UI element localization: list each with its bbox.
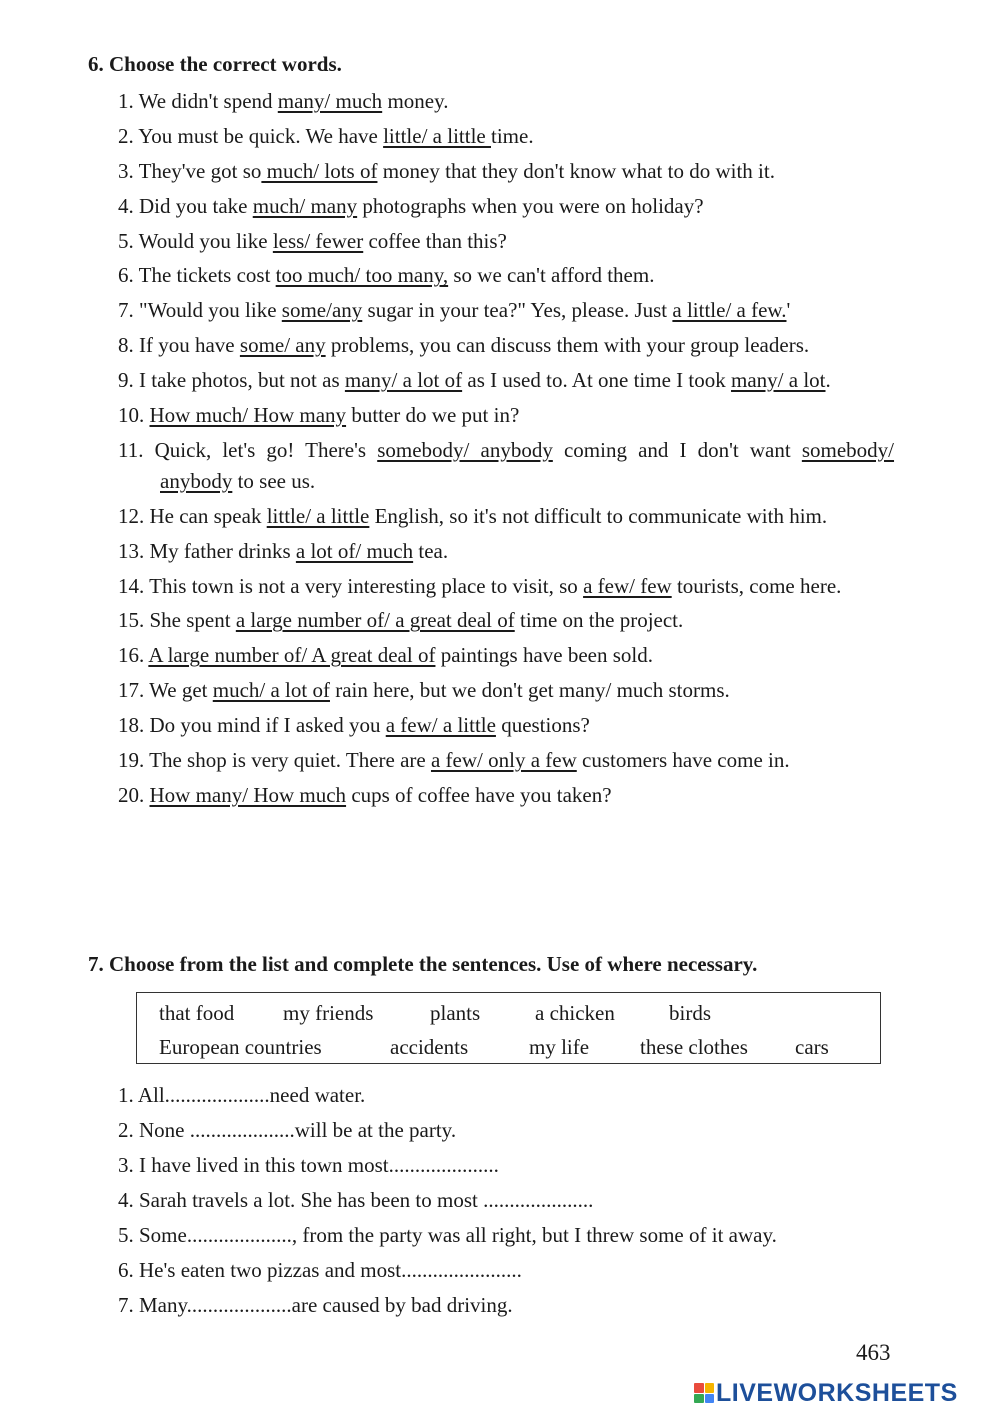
text-fragment: I take photos, but not as: [139, 368, 345, 393]
text-fragment: "Would you like: [139, 298, 282, 323]
text-fragment: My father drinks: [149, 538, 296, 563]
item-text: [150, 539, 449, 563]
text-fragment: Would you like: [138, 228, 273, 253]
item-text: [150, 608, 684, 632]
word-box-item: accidents: [390, 1035, 469, 1059]
word-choice: a few/ few: [583, 573, 672, 598]
text-fragment: as I used to. At one time I took: [462, 368, 732, 393]
item-text: [139, 194, 704, 218]
item-number: 9.: [118, 368, 134, 393]
item-number: 7.: [118, 298, 134, 323]
item-number: 1.: [118, 89, 134, 113]
exercise-6-item: [118, 780, 894, 811]
exercise-7-list: [118, 1080, 898, 1325]
item-number: 12.: [118, 503, 145, 528]
word-choice: A large number of/ A great deal of: [148, 643, 436, 668]
item-text: [139, 263, 655, 287]
text-fragment: coming and I don't want: [552, 437, 802, 462]
exercise-6-item: [118, 745, 894, 776]
exercise-6-item: [118, 435, 894, 497]
logo-mark-icon: [694, 1383, 714, 1403]
exercise-7-item: 2. None ....................will be at the party.: [118, 1118, 457, 1142]
item-text: [139, 298, 790, 322]
item-number: 11.: [118, 437, 144, 462]
liveworksheets-logo: [694, 1378, 958, 1408]
item-text: [139, 89, 449, 113]
text-fragment: rain here, but we don't get many/ much storms.: [329, 678, 730, 703]
text-fragment: butter do we put in?: [346, 403, 520, 428]
item-number: 5.: [118, 228, 134, 253]
word-choice: a lot of/ much: [295, 538, 414, 563]
word-choice: a large number of/ a great deal of: [235, 608, 515, 633]
item-text: [149, 678, 730, 702]
item-number: 14.: [118, 573, 145, 598]
item-number: 16.: [118, 643, 145, 668]
item-number: 3.: [118, 158, 134, 183]
item-text: [138, 124, 533, 148]
word-choice: many/ much: [277, 89, 383, 113]
item-number: 19.: [118, 748, 145, 773]
word-box-item: European countries: [159, 1035, 322, 1059]
exercise-7-item: 4. Sarah travels a lot. She has been to most .....................: [118, 1188, 594, 1212]
text-fragment: photographs when you were on holiday?: [357, 193, 704, 218]
text-fragment: coffee than this?: [363, 228, 507, 253]
logo-text: LIVEWORKSHEETS: [716, 1378, 958, 1407]
text-fragment: sugar in your tea?" Yes, please. Just: [362, 298, 673, 323]
item-number: 18.: [118, 713, 145, 738]
exercise-6-list: [118, 86, 894, 815]
exercise-6-item: [118, 605, 894, 636]
item-number: 10.: [118, 403, 145, 428]
item-number: 15.: [118, 608, 145, 633]
word-choice: How much/ How many: [149, 403, 347, 428]
text-fragment: so we can't afford them.: [448, 263, 655, 288]
item-number: 17.: [118, 678, 145, 703]
item-number: 20.: [118, 782, 145, 807]
word-choice: How many/ How much: [149, 782, 347, 807]
exercise-7-item: 7. Many....................are caused by bad driving.: [118, 1293, 513, 1317]
text-fragment: Did you take: [139, 193, 253, 218]
exercise-6-item: [118, 156, 894, 187]
word-choice: much/ lots of: [261, 158, 378, 183]
word-choice: little/ a little: [266, 503, 370, 528]
text-fragment: ': [786, 298, 791, 323]
exercise-6-item: [118, 536, 894, 567]
word-box-item: a chicken: [535, 1001, 615, 1025]
item-text: [139, 333, 809, 357]
text-fragment: He can speak: [149, 503, 267, 528]
text-fragment: cups of coffee have you taken?: [346, 782, 612, 807]
text-fragment: problems, you can discuss them with your group leaders.: [325, 333, 810, 358]
text-fragment: Do you mind if I asked you: [149, 713, 386, 738]
word-choice: little/ a little: [383, 123, 491, 148]
exercise-6-item: [118, 260, 894, 291]
exercise-6-item: [118, 501, 894, 532]
exercise-7-item: 3. I have lived in this town most.....................: [118, 1153, 499, 1177]
item-text: [139, 368, 831, 392]
text-fragment: questions?: [495, 713, 590, 738]
word-choice: less/ fewer: [272, 228, 364, 253]
exercise-6-item: [118, 675, 894, 706]
text-fragment: time on the project.: [514, 608, 684, 633]
exercise-6-item: [118, 295, 894, 326]
text-fragment: If you have: [139, 333, 240, 358]
exercise-7-heading: 7. Choose from the list and complete the sentences. Use of where necessary.: [88, 952, 758, 976]
text-fragment: tea.: [413, 538, 449, 563]
word-choice: somebody/ anybody: [160, 437, 895, 493]
text-fragment: She spent: [149, 608, 236, 633]
text-fragment: You must be quick. We have: [138, 123, 384, 148]
exercise-6-item: [118, 86, 894, 117]
text-fragment: We get: [149, 678, 213, 703]
word-box-item: plants: [430, 1001, 481, 1025]
item-text: [150, 713, 590, 737]
word-choice: many/ a lot: [731, 368, 826, 393]
text-fragment: This town is not a very interesting place to visit, so: [149, 573, 584, 598]
text-fragment: English, so it's not difficult to communicate with him.: [369, 503, 828, 528]
item-number: 2.: [118, 123, 134, 148]
text-fragment: .: [825, 368, 831, 393]
item-text: [150, 504, 828, 528]
exercise-6-item: [118, 710, 894, 741]
word-choice: too much/ too many,: [275, 263, 449, 288]
exercise-6-item: [118, 400, 894, 431]
text-fragment: The shop is very quiet. There are: [149, 748, 431, 773]
item-text: [149, 574, 841, 598]
text-fragment: customers have come in.: [576, 748, 790, 773]
item-number: 4.: [118, 193, 134, 218]
exercise-6-item: [118, 191, 894, 222]
item-number: 13.: [118, 538, 145, 563]
exercise-6-item: [118, 365, 894, 396]
word-box-item: my life: [529, 1035, 590, 1059]
word-box: [136, 992, 881, 1064]
item-text: [139, 229, 507, 253]
item-text: [150, 783, 612, 807]
text-fragment: to see us.: [232, 468, 316, 493]
word-choice: some/ any: [239, 333, 326, 358]
page-number: 463: [856, 1340, 891, 1365]
item-text: [149, 748, 790, 772]
exercise-6-item: [118, 121, 894, 152]
word-choice: somebody/ anybody: [377, 437, 553, 462]
text-fragment: money that they don't know what to do with it.: [377, 158, 775, 183]
text-fragment: tourists, come here.: [671, 573, 842, 598]
word-choice: many/ a lot of: [344, 368, 463, 393]
word-choice: much/ many: [252, 193, 358, 218]
exercise-6-item: [118, 330, 894, 361]
word-box-item: these clothes: [640, 1035, 748, 1059]
exercise-6-item: [118, 571, 894, 602]
word-choice: much/ a lot of: [212, 678, 330, 703]
exercise-6-item: [118, 226, 894, 257]
item-text: [148, 643, 653, 667]
text-fragment: The tickets cost: [138, 263, 276, 288]
word-choice: a little/ a few.: [672, 298, 787, 323]
word-choice: a few/ a little: [385, 713, 496, 738]
exercise-6-heading: 6. Choose the correct words.: [88, 52, 342, 76]
item-text: [139, 159, 775, 183]
word-box-item: that food: [159, 1001, 235, 1025]
exercise-7-item: 5. Some...................., from the party was all right, but I threw some of it away.: [118, 1223, 777, 1247]
word-choice: a few/ only a few: [430, 748, 577, 773]
exercise-7-item: 1. All....................need water.: [118, 1083, 366, 1107]
text-fragment: Quick, let's go! There's: [154, 437, 378, 462]
exercise-6-item: [118, 640, 894, 671]
text-fragment: We didn't spend: [138, 89, 278, 113]
item-number: 6.: [118, 263, 134, 288]
item-text: [150, 403, 520, 427]
text-fragment: paintings have been sold.: [435, 643, 653, 668]
text-fragment: They've got so: [138, 158, 262, 183]
exercise-7-item: 6. He's eaten two pizzas and most.......................: [118, 1258, 522, 1282]
text-fragment: time.: [491, 123, 534, 148]
word-choice: some/any: [281, 298, 363, 323]
word-box-item: cars: [795, 1035, 829, 1059]
word-box-item: my friends: [283, 1001, 374, 1025]
text-fragment: money.: [382, 89, 449, 113]
word-box-item: birds: [669, 1001, 711, 1025]
item-text: [155, 438, 894, 493]
item-number: 8.: [118, 333, 134, 358]
